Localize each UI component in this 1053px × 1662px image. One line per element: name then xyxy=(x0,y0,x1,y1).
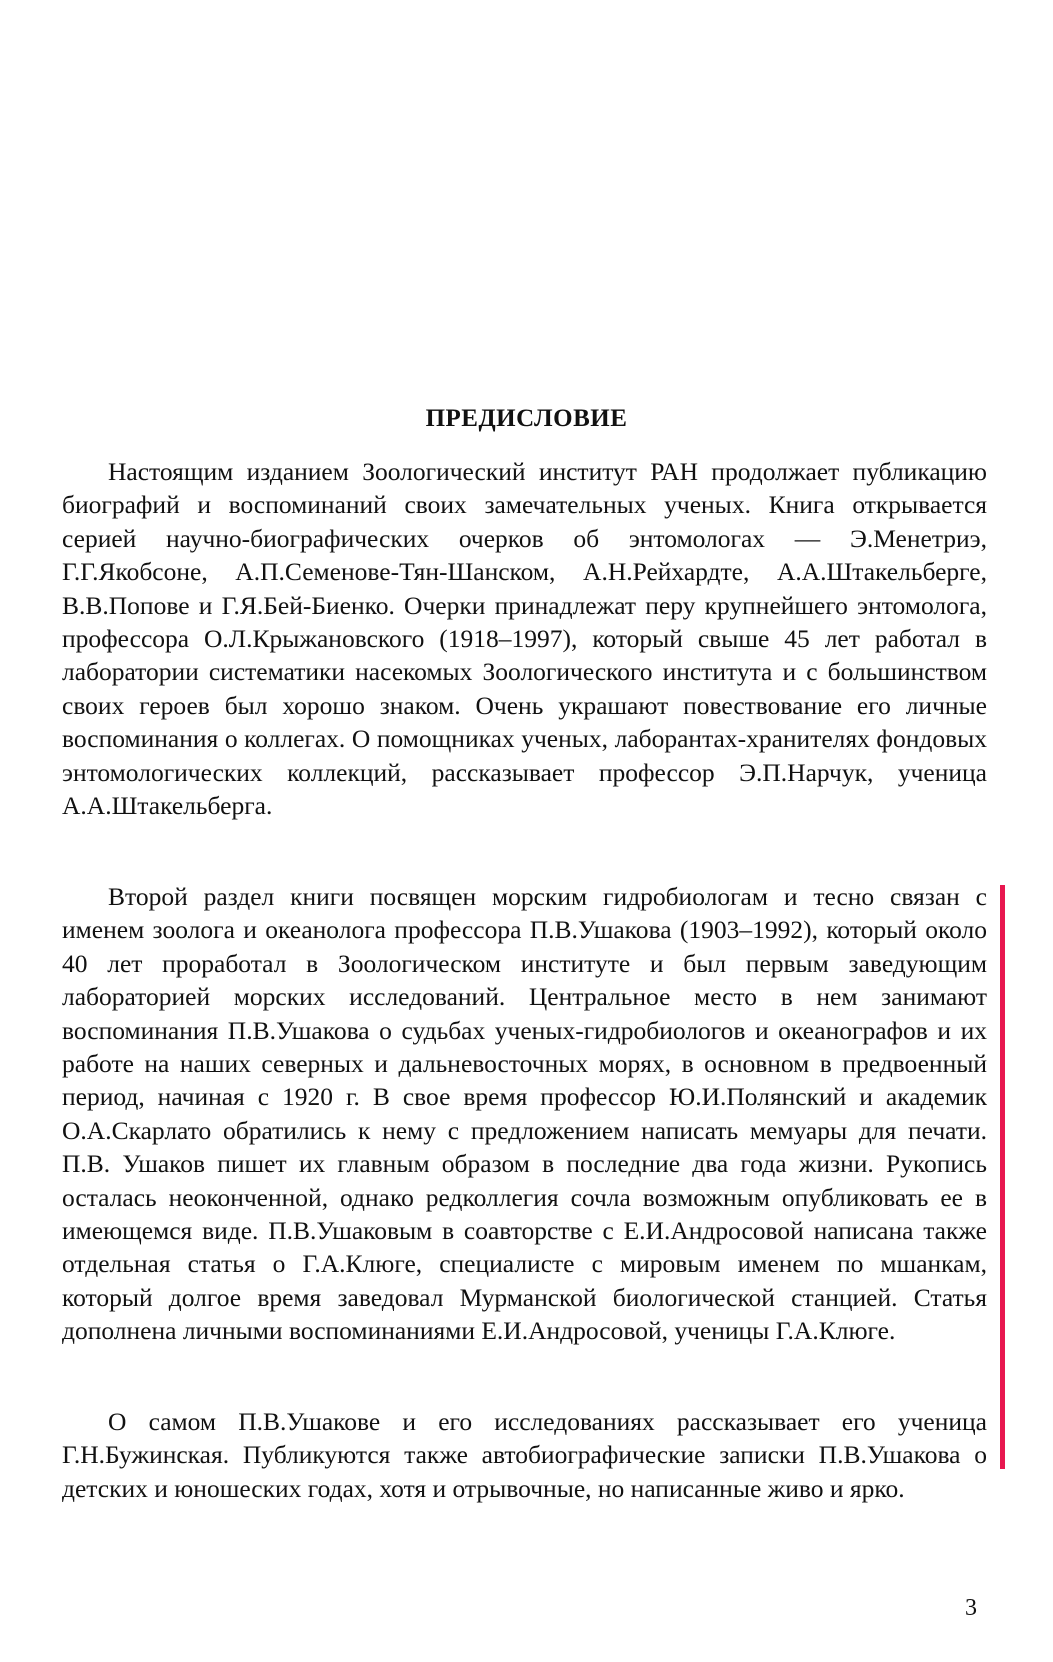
margin-marker-bar xyxy=(1000,885,1005,1469)
paragraph-2 xyxy=(62,880,987,1348)
paragraph-text: О самом П.В.Ушакове и его исследованиях рассказывает его ученица Г.Н.Бужинская. Публикуются также автобиографические записки П.В.Ушакова о детских и юношеских годах, хотя и отрывочные, но написанные живо и ярко. xyxy=(62,1407,987,1503)
page-title: ПРЕДИСЛОВИЕ xyxy=(425,405,628,432)
paragraph-text: Второй раздел книги посвящен морским гидробиологам и тесно связан с именем зоолога и океанолога профессора П.В.Ушакова (1903–1992), который около 40 лет проработал в Зоологическом институте и был первым заведующим лабораторией морских исследований. Центральное место в нем занимают воспоминания П.В.Ушакова о судьбах ученых-гидробиологов и океанографов и их работе на наших северных и дальневосточных морях, в основном в предвоенный период, начиная с 1920 г. В свое время профессор Ю.И.Полянский и академик О.А.Скарлато обратились к нему с предложением написать мемуары для печати. П.В. Ушаков пишет их главным образом в последние два года жизни. Рукопись осталась неоконченной, однако редколлегия сочла возможным опубликовать ее в имеющемся виде. П.В.Ушаковым в соавторстве с Е.И.Андросовой написана также отдельная статья о Г.А.Клюге, специалисте с мировым именем по мшанкам, который долгое время заведовал Мурманской биологической станцией. Статья дополнена личными воспоминаниями Е.И.Андросовой, ученицы Г.А.Клюге. xyxy=(62,882,987,1346)
paragraph-text: Настоящим изданием Зоологический институт РАН продолжает публикацию биографий и воспоминаний своих замечательных ученых. Книга открывается серией научно-биографических очерков об энтомологах — Э.Менетриэ, Г.Г.Якобсоне, А.П.Семенове-Тян-Шанском, А.Н.Рейхардте, А.А.Штакельберге, В.В.Попове и Г.Я.Бей-Биенко. Очерки принадлежат перу крупнейшего энтомолога, профессора О.Л.Крыжановского (1918–1997), который свыше 45 лет работал в лаборатории систематики насекомых Зоологического института и с большинством своих героев был хорошо знаком. Очень украшают повествование его личные воспоминания о коллегах. О помощниках ученых, лаборантах-хранителях фондовых энтомологических коллекций, рассказывает профессор Э.П.Нарчук, ученица А.А.Штакельберга. xyxy=(62,457,987,821)
page-number: 3 xyxy=(965,1595,977,1621)
paragraph-3 xyxy=(62,1405,987,1505)
paragraph-1 xyxy=(62,455,987,822)
